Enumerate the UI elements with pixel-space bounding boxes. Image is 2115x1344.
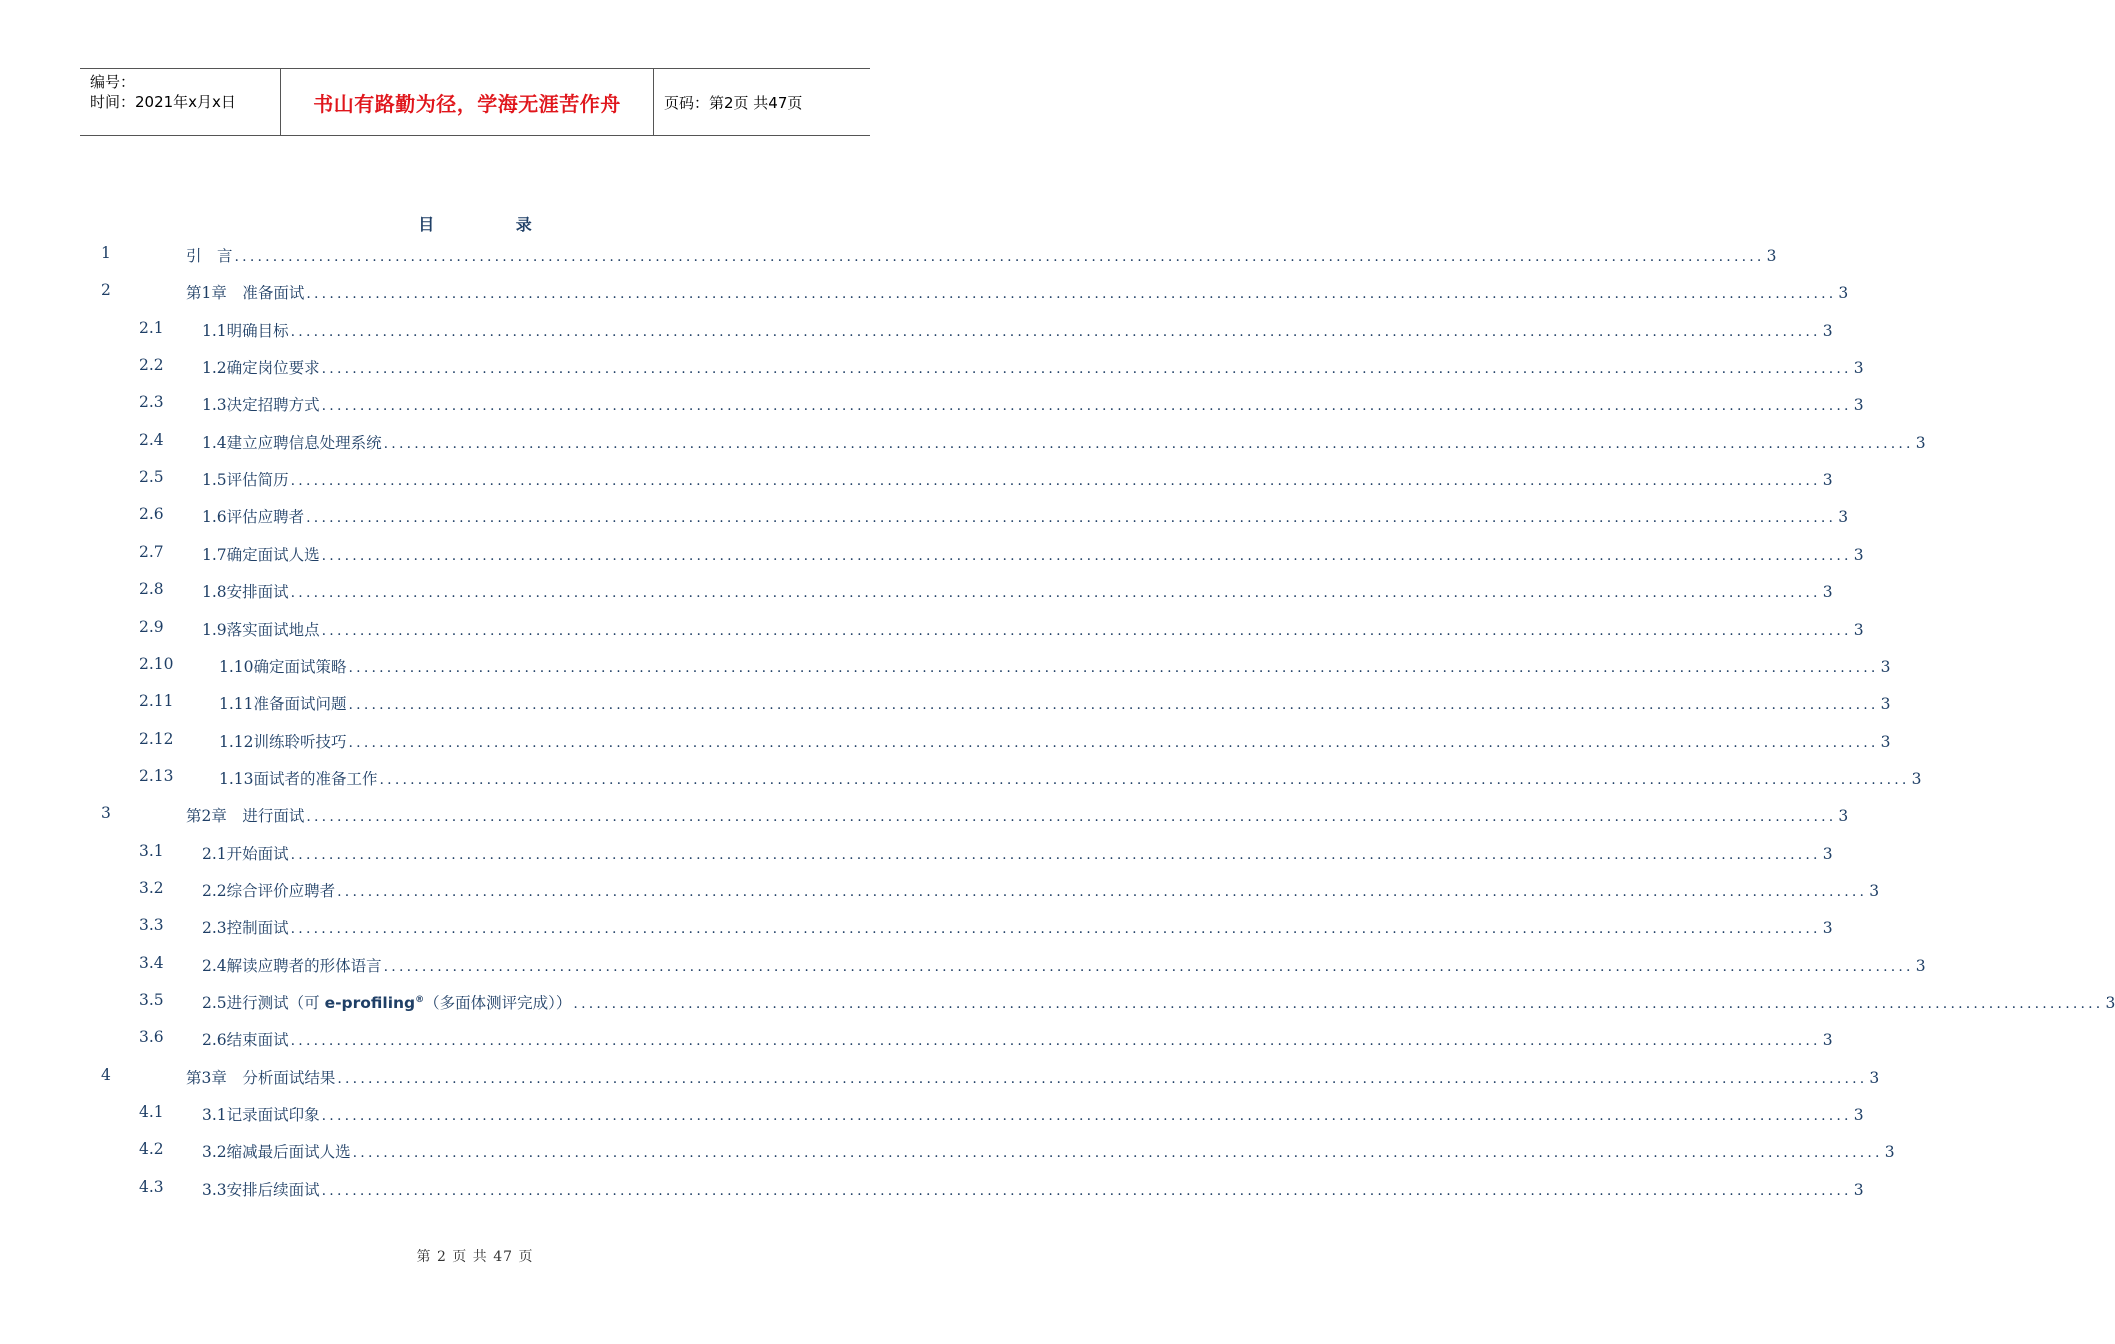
header-date-label: 时间：2021年x月x日 (90, 93, 236, 111)
header-motto: 书山有路勤为径，学海无涯苦作舟 (281, 69, 654, 135)
toc-entry-page: 3 (1853, 396, 1864, 415)
toc-entry-page: 3 (1766, 247, 1777, 265)
toc-leader-dots: ........................................................................................................................................................................................................ (290, 323, 1821, 340)
toc-entry-title: 1.12训练聆听技巧 (219, 732, 347, 751)
toc-entry-number: 1 (101, 244, 111, 262)
toc-entry-page: 3 (2105, 994, 2115, 1012)
toc-leader-dots: ........................................................................................................................................................................................................ (321, 361, 1852, 378)
registered-mark: ® (415, 994, 425, 1005)
toc-entry-title: 1.3决定招聘方式 (202, 396, 320, 415)
toc-entry-title-prefix: 2.5进行测试（可 (202, 994, 325, 1012)
toc-entry-page: 3 (1838, 284, 1849, 303)
toc-entry-page: 3 (1880, 657, 1891, 676)
toc-leader-dots: ........................................................................................................................................................................................................ (321, 1108, 1852, 1125)
header-page-info: 页码：第2页 共47页 (664, 93, 803, 112)
toc-leader-dots: ........................................................................................................................................................................................................ (348, 734, 1879, 751)
toc-entry-number: 2 (101, 281, 111, 300)
toc-entry[interactable] (139, 841, 1833, 870)
toc-entry-title-suffix: （多面体测评完成）） (424, 994, 572, 1012)
toc-entry[interactable] (139, 729, 1891, 758)
toc-entry-title: 第3章 分析面试结果 (186, 1068, 336, 1087)
toc-entry-number: 2.4 (139, 430, 164, 449)
toc-leader-dots: ........................................................................................................................................................................................................ (306, 809, 1837, 826)
toc-entry[interactable] (139, 953, 1926, 982)
toc-entry-page: 3 (1880, 732, 1891, 751)
toc-entry-page: 3 (1915, 956, 1926, 975)
page-footer: 第 2 页 共 47 页 (416, 1249, 534, 1265)
toc-entry-page: 3 (1822, 844, 1833, 863)
toc-entry-title: 1.9落实面试地点 (202, 620, 320, 639)
header-number-label: 编号： (90, 73, 136, 91)
toc-entry-number: 2.10 (139, 654, 174, 673)
toc-entry-page: 3 (1853, 620, 1864, 639)
toc-entry-title: 1.6评估应聘者 (202, 508, 305, 527)
brand-name (325, 994, 425, 1012)
toc-leader-dots: ........................................................................................................................................................................................................ (321, 1182, 1852, 1199)
toc-entry-page: 3 (1915, 433, 1926, 452)
toc-entry-page: 3 (1853, 359, 1864, 378)
toc-leader-dots: ........................................................................................................................................................................................................ (573, 996, 2104, 1012)
toc-entry-title: 2.6结束面试 (202, 1031, 289, 1050)
toc-entry-number: 2.6 (139, 505, 164, 524)
toc-leader-dots: ........................................................................................................................................................................................................ (290, 473, 1821, 490)
toc-entry[interactable] (139, 654, 1891, 683)
toc-entry-title: 引 言 (186, 247, 233, 265)
toc-entry-title: 2.4解读应聘者的形体语言 (202, 956, 382, 975)
toc-entry-number: 2.8 (139, 580, 164, 599)
toc-entry-number: 3.4 (139, 953, 164, 972)
toc-entry[interactable] (139, 617, 1864, 646)
toc-entry-page: 3 (1822, 583, 1833, 602)
toc-leader-dots: ........................................................................................................................................................................................................ (383, 435, 1914, 452)
toc-entry[interactable] (101, 1065, 1880, 1094)
toc-entry-page: 3 (1822, 321, 1833, 340)
toc-entry[interactable] (139, 580, 1833, 608)
toc-entry-number: 2.12 (139, 729, 174, 748)
toc-entry[interactable] (139, 692, 1891, 720)
toc-entry[interactable] (101, 281, 1849, 309)
toc-entry-title: 1.8安排面试 (202, 583, 289, 602)
toc-leader-dots: ........................................................................................................................................................................................................ (234, 249, 1765, 265)
toc-entry[interactable] (139, 393, 1864, 421)
toc-entry-page: 3 (1884, 1143, 1895, 1162)
toc-leader-dots: ........................................................................................................................................................................................................ (337, 1070, 1868, 1087)
toc-entry-number: 2.7 (139, 542, 164, 561)
toc-leader-dots: ........................................................................................................................................................................................................ (321, 547, 1852, 564)
toc-entry-page: 3 (1853, 545, 1864, 564)
toc-entry-number: 4.2 (139, 1140, 164, 1159)
toc-entry-page: 3 (1822, 919, 1833, 938)
toc-entry[interactable] (139, 1103, 1864, 1131)
toc-entry-number: 2.13 (139, 766, 174, 785)
toc-leader-dots: ........................................................................................................................................................................................................ (290, 921, 1821, 938)
toc-entry-title: 1.7确定面试人选 (202, 545, 320, 564)
toc-entry-title: 第2章 进行面试 (186, 807, 305, 826)
toc-leader-dots: ........................................................................................................................................................................................................ (290, 846, 1821, 863)
toc-entry[interactable] (139, 542, 1864, 571)
toc-entry[interactable] (139, 766, 1922, 795)
toc-leader-dots: ........................................................................................................................................................................................................ (290, 585, 1821, 602)
toc-entry-page: 3 (1869, 881, 1880, 900)
toc-entry-number: 3 (101, 804, 111, 823)
toc-entry-number: 2.5 (139, 468, 164, 487)
toc-entry-title: 3.3安排后续面试 (202, 1180, 320, 1199)
toc-entry[interactable] (139, 505, 1849, 533)
toc-entry-page: 3 (1822, 471, 1833, 490)
toc-entry-page: 3 (1853, 1180, 1864, 1199)
toc-entry[interactable] (101, 244, 1777, 272)
toc-entry-title: 1.10确定面试策略 (219, 657, 347, 676)
page-header (80, 68, 870, 136)
toc-entry-number: 4.3 (139, 1177, 164, 1196)
toc-entry-page: 3 (1869, 1068, 1880, 1087)
toc-entry[interactable] (139, 991, 2115, 1019)
toc-entry-number: 2.9 (139, 617, 164, 636)
toc-entry-number: 2.2 (139, 356, 164, 375)
toc-leader-dots: ........................................................................................................................................................................................................ (290, 1033, 1821, 1050)
toc-entry-title (202, 991, 571, 1013)
toc-leader-dots: ........................................................................................................................................................................................................ (383, 958, 1914, 975)
toc-leader-dots: ........................................................................................................................................................................................................ (348, 697, 1879, 714)
toc-entry-title: 1.5评估简历 (202, 471, 289, 490)
toc-entry-number: 3.3 (139, 916, 164, 935)
header-meta (80, 69, 281, 135)
toc-entry-number: 2.3 (139, 393, 164, 412)
toc-entry[interactable] (139, 356, 1864, 384)
toc-entry[interactable] (139, 878, 1880, 907)
toc-entry[interactable] (139, 430, 1926, 459)
toc-entry-title: 1.1明确目标 (202, 321, 289, 340)
toc-leader-dots: ........................................................................................................................................................................................................ (321, 622, 1852, 639)
toc-leader-dots: ........................................................................................................................................................................................................ (348, 659, 1879, 676)
toc-leader-dots: ........................................................................................................................................................................................................ (321, 398, 1852, 415)
toc-entry-number: 4 (101, 1065, 111, 1084)
toc-entry-title: 3.2缩减最后面试人选 (202, 1143, 351, 1162)
toc-leader-dots: ........................................................................................................................................................................................................ (306, 510, 1837, 527)
brand-name-text: e-profiling (324, 994, 416, 1012)
toc-entry-title: 1.11准备面试问题 (219, 695, 347, 714)
toc-entry-number: 3.6 (139, 1028, 164, 1047)
toc-title: 目 录 (418, 215, 570, 234)
toc-entry-title: 3.1记录面试印象 (202, 1106, 320, 1125)
toc-entry[interactable] (139, 318, 1833, 347)
toc-entry-number: 4.1 (139, 1103, 164, 1122)
toc-leader-dots: ........................................................................................................................................................................................................ (337, 883, 1868, 900)
toc-entry-title: 1.4建立应聘信息处理系统 (202, 433, 382, 452)
toc-entry-number: 2.1 (139, 318, 164, 337)
toc-entry-page: 3 (1853, 1106, 1864, 1125)
toc-entry-page: 3 (1838, 508, 1849, 527)
toc-entry-title: 2.2综合评价应聘者 (202, 881, 336, 900)
toc-entry[interactable] (139, 1177, 1864, 1206)
toc-entry-page: 3 (1911, 769, 1922, 788)
toc-entry-title: 2.1开始面试 (202, 844, 289, 863)
toc-entry-number: 3.5 (139, 991, 164, 1009)
toc-leader-dots: ........................................................................................................................................................................................................ (379, 771, 1910, 788)
toc-entry-title: 1.13面试者的准备工作 (219, 769, 378, 788)
toc-entry[interactable] (139, 1028, 1833, 1056)
toc-entry-number: 3.2 (139, 878, 164, 897)
toc-entry-title: 1.2确定岗位要求 (202, 359, 320, 378)
toc-leader-dots: ........................................................................................................................................................................................................ (352, 1145, 1883, 1162)
toc-entry[interactable] (139, 1140, 1895, 1168)
toc-entry[interactable] (101, 804, 1849, 832)
toc-entry-number: 3.1 (139, 841, 164, 860)
toc-entry-page: 3 (1822, 1031, 1833, 1050)
toc-entry[interactable] (139, 916, 1833, 944)
toc-entry-page: 3 (1880, 695, 1891, 714)
toc-entry-number: 2.11 (139, 692, 174, 711)
toc-entry-title: 2.3控制面试 (202, 919, 289, 938)
toc-entry[interactable] (139, 468, 1833, 496)
toc-leader-dots: ........................................................................................................................................................................................................ (306, 286, 1837, 303)
toc-entry-title: 第1章 准备面试 (186, 284, 305, 303)
toc-entry-page: 3 (1838, 807, 1849, 826)
